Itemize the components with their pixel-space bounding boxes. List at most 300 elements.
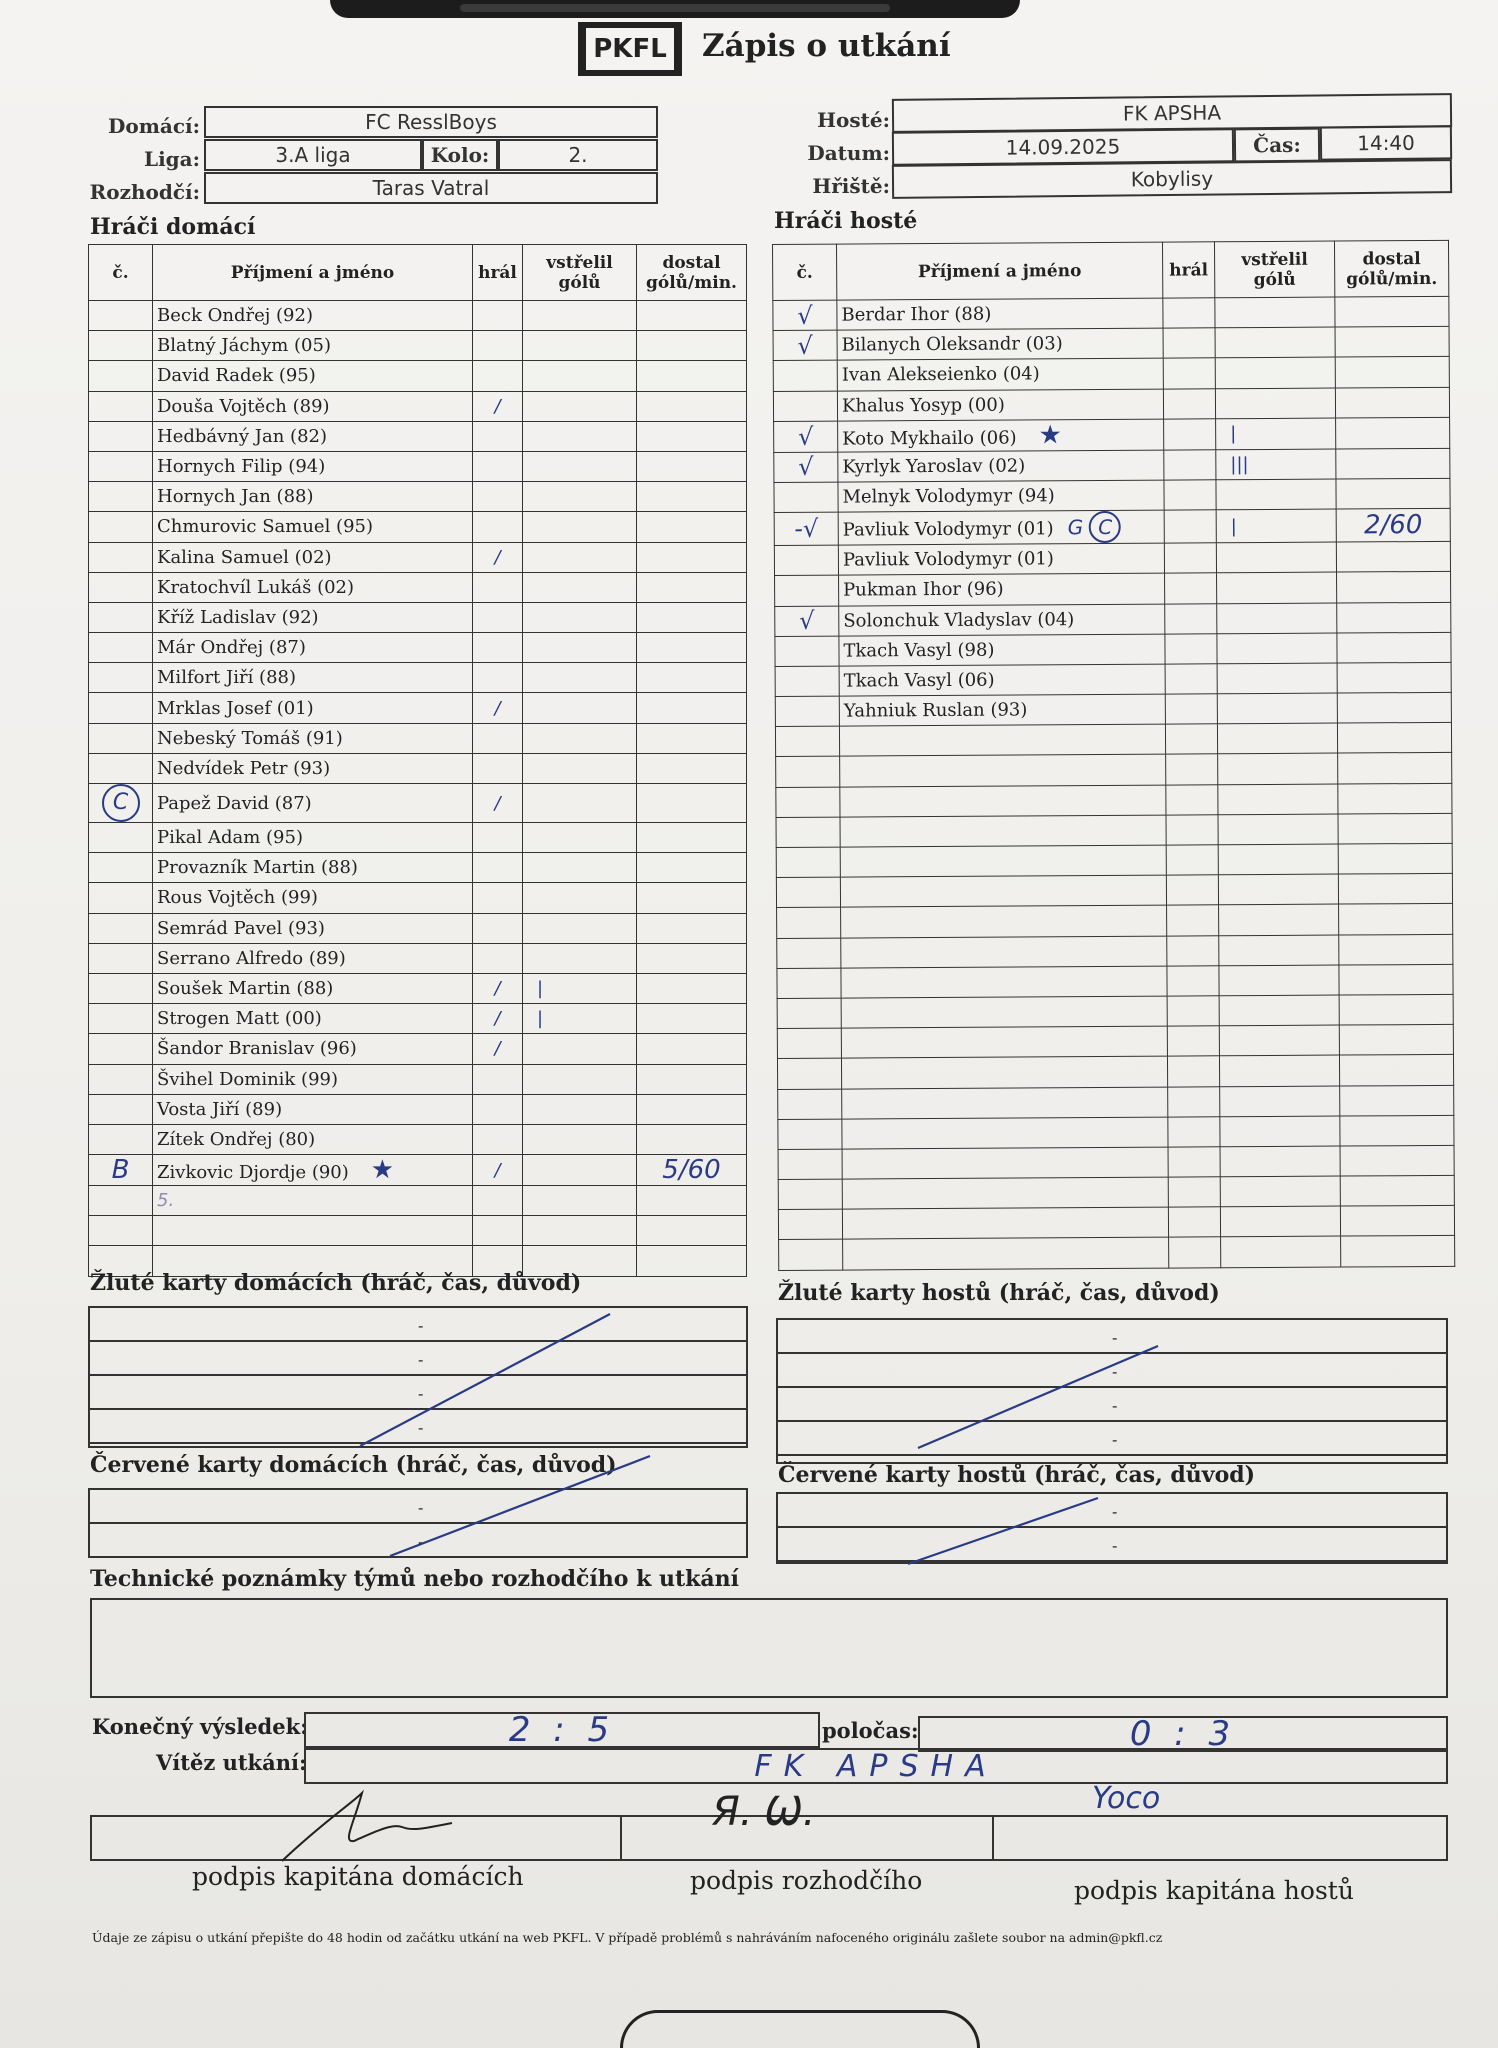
player-number: -√ xyxy=(774,512,838,545)
empty-cell xyxy=(776,817,840,848)
player-number xyxy=(89,482,153,512)
empty-cell xyxy=(778,1149,842,1180)
table-row xyxy=(775,692,1451,726)
player-number xyxy=(89,913,153,943)
guest-captain-signature: Yoco xyxy=(1092,1781,1161,1816)
goals-scored xyxy=(523,883,637,913)
strike-line xyxy=(90,1490,750,1560)
half-time-field: 0 : 3 xyxy=(918,1716,1448,1752)
goals-conceded xyxy=(637,883,747,913)
player-name-text: Kalina Samuel (02) xyxy=(157,546,332,568)
player-name xyxy=(153,1216,473,1246)
table-row xyxy=(776,874,1452,908)
goals-scored xyxy=(523,361,637,391)
player-number xyxy=(775,666,839,697)
played-mark xyxy=(1164,480,1216,511)
goals-scored xyxy=(523,1064,637,1094)
player-name xyxy=(838,510,1164,545)
goals-scored xyxy=(523,1124,637,1154)
table-row xyxy=(89,823,747,853)
star-icon: ★ xyxy=(370,1155,395,1186)
player-name xyxy=(153,693,473,723)
table-row xyxy=(777,994,1453,1028)
goals-conceded xyxy=(1336,417,1450,449)
empty-cell xyxy=(775,726,839,757)
played-mark xyxy=(473,943,523,973)
played-mark xyxy=(1164,543,1216,574)
player-name xyxy=(838,543,1164,575)
goals-scored xyxy=(523,943,637,973)
played-mark xyxy=(473,361,523,391)
goals-scored xyxy=(523,1034,637,1064)
player-number xyxy=(89,1124,153,1154)
player-name-text: Kratochvíl Lukáš (02) xyxy=(157,576,355,598)
player-name-text: Zítek Ondřej (80) xyxy=(157,1128,316,1150)
goals-conceded xyxy=(637,1004,747,1034)
goals-conceded xyxy=(637,633,747,663)
played-mark xyxy=(1164,450,1216,481)
goals-conceded xyxy=(637,784,747,823)
goals-conceded xyxy=(637,391,747,421)
player-name xyxy=(153,943,473,973)
played-mark: / xyxy=(473,1004,523,1034)
player-number: √ xyxy=(773,330,837,361)
table-row xyxy=(776,753,1452,787)
goals-conceded xyxy=(1336,448,1450,479)
empty-cell xyxy=(842,1147,1168,1179)
player-number xyxy=(89,1034,153,1064)
league-label: Liga: xyxy=(144,147,200,171)
empty-cell xyxy=(776,877,840,908)
player-number xyxy=(775,696,839,727)
player-name xyxy=(153,853,473,883)
goals-conceded xyxy=(637,482,747,512)
player-number xyxy=(89,421,153,451)
player-name-text: Hedbávný Jan (82) xyxy=(157,425,327,447)
goals-conceded xyxy=(637,1186,747,1216)
table-row xyxy=(89,1094,747,1124)
date-label: Datum: xyxy=(807,141,890,165)
home-captain-sign-label: podpis kapitána domácích xyxy=(192,1862,524,1891)
empty-cell xyxy=(1220,1146,1340,1177)
goals-scored xyxy=(523,391,637,421)
played-mark xyxy=(1163,328,1215,359)
player-name xyxy=(153,663,473,693)
played-mark: / xyxy=(473,693,523,723)
empty-cell xyxy=(778,1179,842,1210)
home-captain-signature xyxy=(92,1783,620,1863)
table-row xyxy=(778,1085,1454,1119)
table-row xyxy=(774,417,1450,452)
empty-cell xyxy=(842,1207,1168,1239)
player-name-text: Pavliuk Volodymyr (01) xyxy=(842,548,1054,571)
goals-scored: ||| xyxy=(1216,449,1336,480)
table-row xyxy=(89,542,747,572)
guest-players-table xyxy=(772,240,1455,1271)
empty-cell xyxy=(1167,1026,1219,1057)
table-row xyxy=(89,482,747,512)
player-name xyxy=(153,1155,473,1186)
goals-conceded xyxy=(637,1094,747,1124)
home-label: Domácí: xyxy=(108,114,200,138)
empty-cell xyxy=(1218,784,1338,815)
empty-cell xyxy=(778,1089,842,1120)
player-name xyxy=(153,1034,473,1064)
table-row xyxy=(776,843,1452,877)
empty-cell xyxy=(1339,964,1453,995)
player-name xyxy=(839,604,1165,636)
player-number xyxy=(89,973,153,1003)
table-row xyxy=(89,512,747,542)
player-name-text: Provazník Martin (88) xyxy=(157,857,358,879)
empty-cell xyxy=(1219,965,1339,996)
empty-cell xyxy=(839,724,1165,756)
col-conceded: dostal gólů/min. xyxy=(1334,240,1448,297)
goals-scored xyxy=(523,421,637,451)
winner-label: Vítěz utkání: xyxy=(156,1750,307,1775)
empty-cell xyxy=(1219,935,1339,966)
player-name xyxy=(153,1094,473,1124)
pitch-label: Hřiště: xyxy=(812,174,890,198)
player-name xyxy=(839,573,1165,605)
referee-signature: Я. Ѡ. xyxy=(712,1789,816,1835)
goals-scored xyxy=(523,723,637,753)
player-name xyxy=(153,331,473,361)
player-number xyxy=(89,361,153,391)
player-name xyxy=(153,973,473,1003)
goals-conceded xyxy=(637,361,747,391)
empty-cell xyxy=(777,938,841,969)
table-row xyxy=(89,331,747,361)
player-number xyxy=(89,1004,153,1034)
player-name-text: Rous Vojtěch (99) xyxy=(157,887,318,909)
empty-cell xyxy=(1165,724,1217,755)
table-row xyxy=(775,662,1451,696)
empty-cell xyxy=(1219,995,1339,1026)
empty-cell xyxy=(1218,844,1338,875)
player-number xyxy=(89,1094,153,1124)
player-name-text: Khalus Yosyp (00) xyxy=(841,394,1005,417)
goals-scored xyxy=(523,512,637,542)
player-name-text: David Radek (95) xyxy=(157,365,316,387)
empty-cell xyxy=(1166,845,1218,876)
player-name xyxy=(153,723,473,753)
pitch-field: Kobylisy xyxy=(892,159,1452,199)
captain-mark: C xyxy=(1089,511,1121,543)
empty-cell xyxy=(777,907,841,938)
goals-scored xyxy=(523,301,637,331)
home-team-field: FC ResslBoys xyxy=(204,106,658,138)
final-result-label: Konečný výsledek: xyxy=(92,1714,308,1739)
empty-cell xyxy=(1168,1086,1220,1117)
table-row xyxy=(89,1124,747,1154)
goals-conceded: 2/60 xyxy=(1336,508,1450,542)
empty-cell xyxy=(840,785,1166,817)
table-row xyxy=(89,1064,747,1094)
table-row xyxy=(773,327,1449,361)
table-row xyxy=(777,904,1453,938)
referee-sign-label: podpis rozhodčího xyxy=(690,1866,923,1895)
goals-conceded xyxy=(1336,478,1450,509)
player-name-text: Blatný Jáchym (05) xyxy=(157,335,331,357)
player-name-text: Tkach Vasyl (06) xyxy=(843,669,995,692)
empty-cell xyxy=(840,845,1166,877)
col-scored: vstřelil gólů xyxy=(1214,241,1334,298)
table-row xyxy=(777,1055,1453,1089)
empty-cell xyxy=(1166,875,1218,906)
time-field: 14:40 xyxy=(1320,125,1452,160)
table-row xyxy=(778,1115,1454,1149)
empty-cell xyxy=(1338,753,1452,784)
strike-line xyxy=(778,1320,1450,1466)
player-name-text: Melnyk Volodymyr (94) xyxy=(842,485,1055,508)
player-name xyxy=(153,1186,473,1216)
star-icon: ★ xyxy=(1038,419,1063,451)
empty-cell xyxy=(1219,1025,1339,1056)
goals-scored xyxy=(1215,357,1335,388)
goals-conceded xyxy=(637,973,747,1003)
empty-cell xyxy=(1337,723,1451,754)
table-row xyxy=(89,1004,747,1034)
winner-field: FK APSHA xyxy=(304,1748,1448,1784)
empty-cell xyxy=(1166,754,1218,785)
player-number: √ xyxy=(773,300,837,331)
played-mark xyxy=(1163,388,1215,419)
player-name xyxy=(837,358,1163,390)
table-row xyxy=(89,602,747,632)
goals-conceded xyxy=(637,753,747,783)
table-row xyxy=(89,753,747,783)
table-row xyxy=(89,301,747,331)
player-name-text: Hornych Filip (94) xyxy=(157,456,326,478)
yellow-home-title: Žluté karty domácích (hráč, čas, důvod) xyxy=(90,1270,582,1296)
player-number xyxy=(774,545,838,576)
player-number xyxy=(89,512,153,542)
player-number xyxy=(89,823,153,853)
played-mark xyxy=(473,1124,523,1154)
home-table-header xyxy=(89,245,747,301)
empty-cell xyxy=(842,1117,1168,1149)
goals-conceded xyxy=(637,451,747,481)
captain-mark: C xyxy=(102,784,140,822)
empty-cell xyxy=(776,757,840,788)
goals-conceded xyxy=(1335,387,1449,418)
home-players-title: Hráči domácí xyxy=(90,214,256,240)
table-row xyxy=(89,572,747,602)
player-name-text: Koto Mykhailo (06) xyxy=(842,427,1017,450)
player-number xyxy=(89,784,153,823)
table-row xyxy=(89,1186,747,1216)
empty-cell xyxy=(779,1240,843,1271)
table-row xyxy=(774,448,1450,482)
empty-cell xyxy=(843,1238,1169,1270)
played-mark: / xyxy=(473,1155,523,1186)
goals-conceded xyxy=(1337,602,1451,633)
empty-cell xyxy=(1219,1055,1339,1086)
col-played: hrál xyxy=(473,245,523,301)
goals-scored xyxy=(523,823,637,853)
player-name xyxy=(153,301,473,331)
table-row xyxy=(89,693,747,723)
empty-cell xyxy=(842,1087,1168,1119)
player-name-text: Pikal Adam (95) xyxy=(157,827,303,849)
goals-scored xyxy=(523,451,637,481)
goals-conceded xyxy=(637,663,747,693)
league-field: 3.A liga xyxy=(204,139,422,171)
player-number xyxy=(89,633,153,663)
goals-scored xyxy=(1215,388,1335,419)
goals-scored: | xyxy=(1216,418,1336,450)
table-row xyxy=(89,391,747,421)
signatures-box xyxy=(90,1781,1448,1861)
goals-conceded xyxy=(637,723,747,753)
empty-cell xyxy=(841,1056,1167,1088)
empty-cell xyxy=(840,875,1166,907)
played-mark xyxy=(1165,694,1217,725)
goals-scored xyxy=(1217,633,1337,664)
player-name-text: Már Ondřej (87) xyxy=(157,637,306,659)
empty-cell xyxy=(1339,994,1453,1025)
empty-cell xyxy=(1169,1237,1221,1268)
table-row xyxy=(773,296,1449,330)
home-players-table xyxy=(88,244,747,1277)
player-name-text: Kříž Ladislav (92) xyxy=(157,606,319,628)
empty-cell xyxy=(1167,935,1219,966)
player-number xyxy=(89,853,153,883)
empty-cell xyxy=(1167,905,1219,936)
goals-scored xyxy=(523,913,637,943)
goals-conceded xyxy=(1335,357,1449,388)
played-mark xyxy=(473,1094,523,1124)
player-name xyxy=(837,328,1163,360)
empty-cell xyxy=(1338,874,1452,905)
table-row xyxy=(89,1034,747,1064)
player-name xyxy=(153,512,473,542)
goals-conceded xyxy=(637,1124,747,1154)
empty-cell xyxy=(1338,843,1452,874)
goals-scored xyxy=(523,331,637,361)
player-name xyxy=(153,1124,473,1154)
player-number: √ xyxy=(774,421,838,452)
empty-cell xyxy=(1218,814,1338,845)
player-name-text: Pukman Ihor (96) xyxy=(843,578,1004,601)
table-row xyxy=(89,883,747,913)
table-row xyxy=(89,1216,747,1246)
played-mark xyxy=(473,482,523,512)
table-row xyxy=(778,1206,1454,1240)
empty-cell xyxy=(1338,813,1452,844)
empty-cell xyxy=(1340,1115,1454,1146)
goals-conceded xyxy=(1335,296,1449,327)
table-row xyxy=(778,1175,1454,1209)
empty-cell xyxy=(1166,815,1218,846)
goals-conceded xyxy=(637,512,747,542)
goals-scored xyxy=(523,602,637,632)
empty-cell xyxy=(1167,1056,1219,1087)
empty-cell xyxy=(840,755,1166,787)
yellow-home-box: - - - - xyxy=(88,1306,748,1448)
player-number xyxy=(773,360,837,391)
empty-cell xyxy=(1166,784,1218,815)
player-name xyxy=(153,823,473,853)
table-row xyxy=(779,1236,1455,1270)
red-guest-title: Červené karty hostů (hráč, čas, důvod) xyxy=(778,1462,1256,1488)
empty-cell xyxy=(1220,1206,1340,1237)
played-mark: / xyxy=(473,391,523,421)
player-name xyxy=(153,542,473,572)
played-mark xyxy=(473,1186,523,1216)
table-row xyxy=(774,541,1450,575)
empty-cell xyxy=(1339,1024,1453,1055)
player-name xyxy=(839,664,1165,696)
clipboard-clip xyxy=(330,0,1020,18)
player-name xyxy=(839,634,1165,666)
guest-players-title: Hráči hosté xyxy=(774,208,918,234)
strike-line xyxy=(90,1308,750,1450)
empty-cell xyxy=(777,1028,841,1059)
player-name-text: Strogen Matt (00) xyxy=(157,1008,322,1030)
player-name xyxy=(153,482,473,512)
yellow-guest-box: - - - - xyxy=(776,1318,1448,1464)
goals-conceded xyxy=(637,1216,747,1246)
player-number xyxy=(89,542,153,572)
empty-cell xyxy=(1219,904,1339,935)
goals-conceded xyxy=(637,572,747,602)
played-mark: / xyxy=(473,1034,523,1064)
player-number: √ xyxy=(775,606,839,637)
table-row xyxy=(777,934,1453,968)
empty-cell xyxy=(1340,1175,1454,1206)
empty-cell xyxy=(841,905,1167,937)
goals-scored xyxy=(523,1094,637,1124)
player-name xyxy=(153,451,473,481)
empty-cell xyxy=(842,1177,1168,1209)
table-row xyxy=(89,663,747,693)
empty-cell xyxy=(1341,1236,1455,1267)
empty-cell xyxy=(1168,1116,1220,1147)
final-result-field: 2 : 5 xyxy=(304,1712,820,1748)
goals-scored xyxy=(1217,572,1337,603)
player-name xyxy=(153,391,473,421)
pkfl-logo: PKFL xyxy=(578,22,682,76)
table-row xyxy=(89,723,747,753)
table-row xyxy=(89,973,747,1003)
player-name-text: Milfort Jiří (88) xyxy=(157,667,297,689)
player-name xyxy=(153,883,473,913)
guest-table-header xyxy=(773,240,1449,300)
empty-cell xyxy=(1218,874,1338,905)
player-name-text: Serrano Alfredo (89) xyxy=(157,947,346,969)
goals-scored xyxy=(1216,479,1336,510)
player-number xyxy=(775,636,839,667)
played-mark xyxy=(1163,298,1215,329)
played-mark xyxy=(473,753,523,783)
goalkeeper-mark: B xyxy=(111,1155,130,1186)
played-mark xyxy=(473,512,523,542)
played-mark xyxy=(473,723,523,753)
player-name-text: Chmurovic Samuel (95) xyxy=(157,516,373,538)
player-name xyxy=(838,419,1164,452)
player-name-text: Kyrlyk Yaroslav (02) xyxy=(842,455,1026,478)
goals-scored xyxy=(523,572,637,602)
table-row xyxy=(89,633,747,663)
empty-cell xyxy=(1167,996,1219,1027)
played-mark xyxy=(473,1064,523,1094)
played-mark xyxy=(473,331,523,361)
player-name xyxy=(838,480,1164,512)
player-number xyxy=(89,753,153,783)
table-row xyxy=(89,784,747,823)
